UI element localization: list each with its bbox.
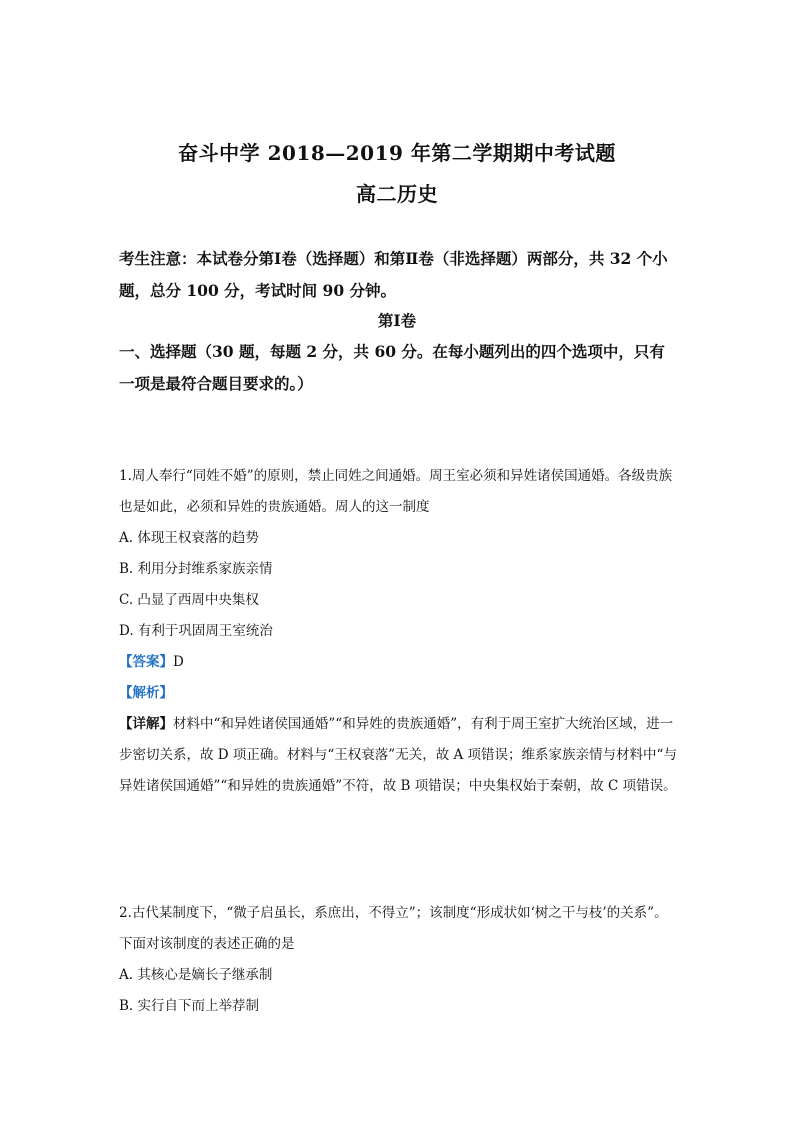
answer-tag: 【答案】 (119, 654, 173, 670)
exam-title: 奋斗中学 2018—2019 年第二学期期中考试题 (178, 141, 616, 165)
answer-line (119, 647, 679, 678)
exam-subject: 高二历史 (356, 182, 438, 206)
section-description: 一、选择题（30 题，每题 2 分，共 60 分。在每小题列出的四个选项中，只有一项是最符合题目要求的。） (119, 342, 665, 393)
detail-tag: 【详解】 (119, 716, 173, 732)
exam-notice: 考生注意：本试卷分第Ⅰ卷（选择题）和第Ⅱ卷（非选择题）两部分，共 32 个小题，总分 100 分，考试时间 90 分钟。 (119, 249, 668, 300)
question-2 (119, 898, 679, 1022)
answer-value: D (173, 654, 184, 670)
option-b: B. 利用分封维系家族亲情 (119, 561, 273, 577)
question-stem: 1.周人奉行“同姓不婚”的原则，禁止同姓之间通婚。周王室必须和异姓诸侯国通婚。各级贵族也是如此，必须和异姓的贵族通婚。周人的这一制度 (119, 468, 673, 515)
option-c: C. 凸显了西周中央集权 (119, 592, 259, 608)
option-b: B. 实行自下而上举荐制 (119, 998, 260, 1014)
analysis-detail (119, 709, 679, 802)
option-d: D. 有利于巩固周王室统治 (119, 623, 273, 639)
question-stem: 2.古代某制度下，“微子启虽长，系庶出，不得立”；该制度“形成状如‘树之干与枝’的关系”。下面对该制度的表述正确的是 (119, 905, 668, 952)
question-1 (119, 461, 679, 802)
option-a: A. 其核心是嫡长子继承制 (119, 967, 273, 983)
detail-text: 材料中“和异姓诸侯国通婚”“和异姓的贵族通婚”，有利于周王室扩大统治区域，进一步密切关系，故 D 项正确。材料与“王权衰落”无关，故 A 项错误；维系家族亲情与材料中“与异姓诸侯国通婚”“和异姓的贵族通婚”不符，故 B 项错误；中央集权始于秦朝，故 C 项错误。 (119, 716, 677, 794)
section-label: 第Ⅰ卷 (377, 311, 417, 330)
analysis-tag: 【解析】 (119, 685, 173, 701)
option-a: A. 体现王权衰落的趋势 (119, 530, 259, 546)
